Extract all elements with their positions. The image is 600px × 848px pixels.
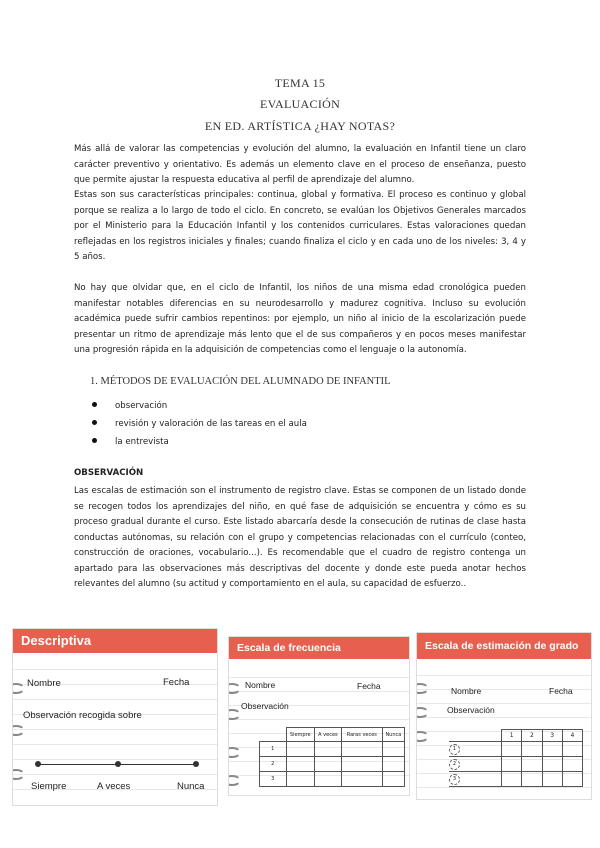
table-header: 1 [502, 730, 522, 742]
intro-paragraph-2: Estas son sus características principales: continua, global y formativa. El proceso es continuo y global porque se realiza a lo largo de todo el ciclo. En concreto, se evalúan los Objetivos Generales marcados por el Ministerio para la Educación Infantil y los contenidos curriculares. Estas valoraciones quedan reflejadas en los registros iniciales y finales; cuando finaliza el ciclo y en cada uno de los niveles: 3, 4 y 5 años. [74, 190, 526, 262]
scale-label-siempre: Siempre [31, 781, 67, 792]
observacion-label: Observación [241, 701, 289, 711]
scale-point [193, 761, 199, 767]
ring-icon [12, 769, 25, 780]
doc-title-topic: TEMA 15 [274, 76, 326, 90]
observacion-paragraph: Las escalas de estimación son el instrumento de registro clave. Estas se componen de un listado donde se recogen todos los aprendizajes del niño, en qué fase de adquisición se encuentra y cómo es su proceso gradual durante el curso. Este listado abarcaría desde la consecución de rutinas de clase hasta conductas autónomas, su relación con el grupo y competencias relacionadas con el currículo (conteo, construcción de oraciones, vocabulario...). Es recomendable que el cuadro de registro contenga un apartado para las observaciones más descriptivas del docente y donde este pueda anotar hechos relevantes del alumno (su actitud y comportamiento en el aula, su capacidad de esfuerzo.. [74, 486, 526, 589]
list-item: observación [92, 401, 167, 411]
observacion-title: OBSERVACIÓN [74, 468, 144, 478]
scale-point [115, 761, 121, 767]
table-header: Siempre [286, 728, 314, 742]
intro-paragraph-1: Más allá de valorar las competencias y evolución del alumno, la evaluación en Infantil tiene un claro carácter preventivo y orientativo. Es además un elemento clave en el proceso de enseñanza, puesto que permite ajustar la respuesta educativa al perfil de aprendizaje del alumno. [74, 144, 526, 185]
card-descriptiva [12, 628, 218, 806]
ring-icon [12, 725, 25, 736]
card-grado-title: Escala de estimación de grado [417, 633, 591, 659]
table-header: Raras veces [341, 728, 382, 742]
doc-title-sub: EN ED. ARTÍSTICA ¿HAY NOTAS? [204, 119, 396, 133]
bullet-icon [92, 438, 97, 443]
table-row-label: 3 [260, 772, 287, 787]
list-item: la entrevista [92, 437, 169, 447]
ring-icon [228, 775, 241, 786]
scale-label-nunca: Nunca [177, 781, 205, 792]
ring-icon [228, 683, 241, 694]
card-frecuencia [228, 636, 410, 796]
scale-label-a-veces: A veces [97, 781, 131, 792]
nombre-label: Nombre [27, 678, 61, 689]
grado-table [449, 729, 583, 787]
table-row-label: 2 [449, 757, 502, 772]
table-row-label: 1 [260, 742, 287, 757]
table-header: 3 [542, 730, 562, 742]
table-row-label: 1 [449, 742, 502, 757]
ring-icon [12, 683, 25, 694]
observacion-label: Observación recogida sobre [23, 710, 142, 721]
frecuencia-table [259, 727, 405, 787]
table-row-label: 3 [449, 772, 502, 787]
ring-icon [416, 731, 429, 742]
table-header: 2 [522, 730, 542, 742]
ring-icon [228, 747, 241, 758]
card-frecuencia-title: Escala de frecuencia [229, 637, 409, 659]
bullet-icon [92, 402, 97, 407]
ring-icon [416, 683, 429, 694]
table-header: Nunca [382, 728, 404, 742]
section-heading-methods: 1. MÉTODOS DE EVALUACIÓN DEL ALUMNADO DE INFANTIL [90, 376, 391, 387]
fecha-label: Fecha [163, 677, 190, 688]
fecha-label: Fecha [549, 686, 573, 696]
card-descriptiva-title: Descriptiva [13, 629, 217, 653]
list-item: revisión y valoración de las tareas en el aula [92, 419, 307, 429]
doc-title-main: EVALUACIÓN [259, 97, 341, 111]
fecha-label: Fecha [357, 681, 381, 691]
scale-point [35, 761, 41, 767]
bullet-icon [92, 420, 97, 425]
table-row-label: 2 [260, 757, 287, 772]
observacion-label: Observación [447, 705, 495, 715]
card-grado [416, 632, 592, 800]
table-header: A veces [314, 728, 341, 742]
nombre-label: Nombre [245, 680, 276, 690]
table-header: 4 [562, 730, 582, 742]
nombre-label: Nombre [451, 686, 482, 696]
intro-paragraph-3: No hay que olvidar que, en el ciclo de Infantil, los niños de una misma edad cronológica pueden manifestar notables diferencias en su neurodesarrollo y madurez cognitiva. Incluso su evolución académica puede sufrir cambios repentinos: por ejemplo, un niño al inicio de la escolarización puede presentar un ritmo de aprendizaje más lento que el de sus compañeros y en pocos meses manifestar una progresión rápida en la adquisición de competencias como el lenguaje o la autonomía. [74, 283, 526, 355]
